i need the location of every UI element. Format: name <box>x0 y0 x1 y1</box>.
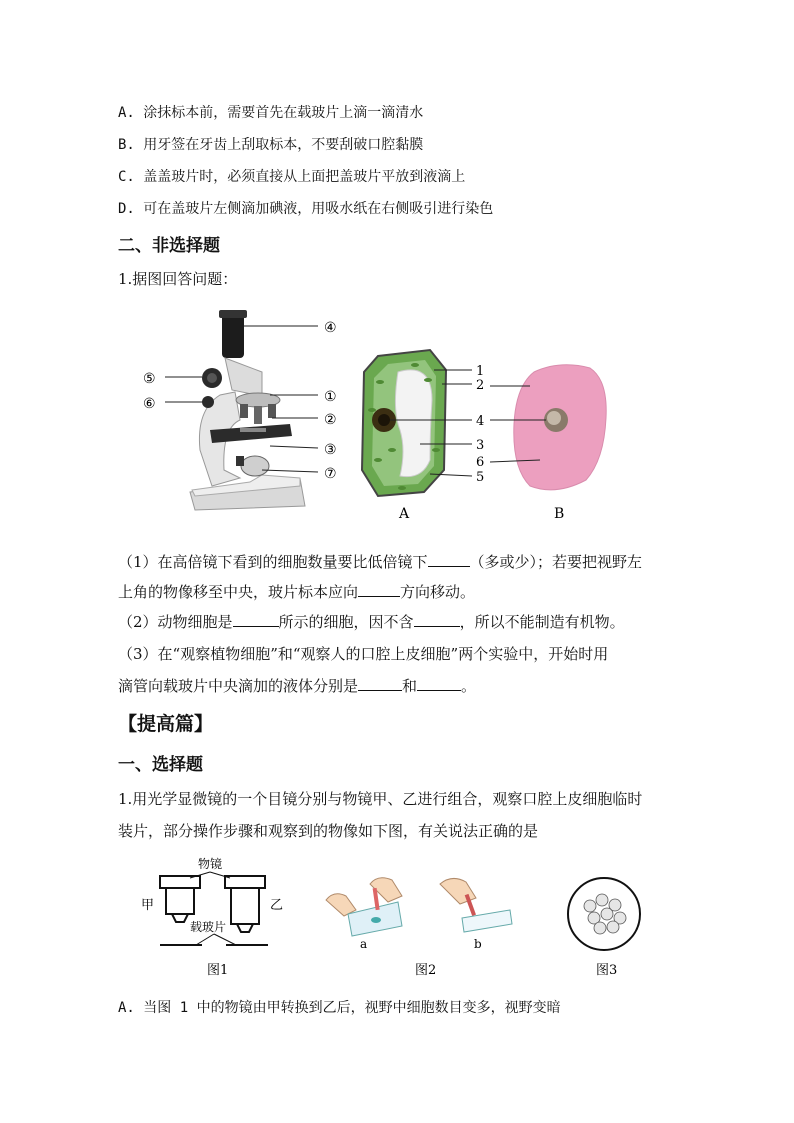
cell-label-2: 2 <box>476 378 485 393</box>
cell-label-4: 4 <box>476 414 485 429</box>
objective-lenses <box>160 872 268 945</box>
objective-label: 物镜 <box>198 857 223 871</box>
q1-sub3-text-a: 滴管向载玻片中央滴加的液体分别是 <box>118 677 359 695</box>
cell-label-5: 5 <box>476 470 485 485</box>
section-heading-nonchoice: 二、非选择题 <box>118 236 220 256</box>
yi-label: 乙 <box>270 898 284 913</box>
option-b-top: B. 用牙签在牙齿上刮取标本，不要刮破口腔黏膜 <box>118 137 424 153</box>
slide-label: 载玻片 <box>190 920 227 934</box>
cell-label-1: 1 <box>476 364 485 379</box>
section-heading-advanced: 【提高篇】 <box>118 713 214 735</box>
q1-sub1-line1 <box>118 551 642 572</box>
jia-label: 甲 <box>141 898 155 913</box>
figure-2-caption: 图2 <box>415 963 437 978</box>
answer-blank[interactable] <box>428 552 470 567</box>
q2-stem-line2: 装片，部分操作步骤和观察到的物像如下图，有关说法正确的是 <box>118 822 539 840</box>
q1-sub2 <box>118 611 625 632</box>
q1-sub1-text-c: 上角的物像移至中央，玻片标本应向 <box>118 583 359 601</box>
q1-sub2-text-c: ，所以不能制造有机物。 <box>459 613 625 631</box>
q1-sub3-line2 <box>118 675 476 696</box>
step-a-label: a <box>360 937 368 951</box>
answer-blank[interactable] <box>233 612 279 627</box>
animal-cell-b <box>490 365 606 490</box>
label-7: ⑦ <box>324 466 337 482</box>
q1-sub1-text-d: 方向移动。 <box>400 583 476 601</box>
label-5: ⑤ <box>143 371 156 387</box>
q1-sub1-line2 <box>118 581 475 602</box>
q2-stem-line1: 1.用光学显微镜的一个目镜分别与物镜甲、乙进行组合，观察口腔上皮细胞临时 <box>118 790 643 808</box>
section-heading-choice: 一、选择题 <box>118 755 203 775</box>
label-2: ② <box>324 412 337 428</box>
cell-label-6: 6 <box>476 455 485 470</box>
step-b-label: b <box>474 937 482 951</box>
plant-cell-a <box>362 350 472 496</box>
option-a-top: A. 涂抹标本前，需要首先在载玻片上滴一滴清水 <box>118 105 424 121</box>
q2-option-a: A. 当图 1 中的物镜由甲转换到乙后，视野中细胞数目变多，视野变暗 <box>118 1000 561 1016</box>
option-c-top: C. 盖盖玻片时，必须直接从上面把盖玻片平放到液滴上 <box>118 169 466 185</box>
figure-1-caption: 图1 <box>207 963 229 978</box>
q1-sub2-text-a: （2）动物细胞是 <box>118 613 233 631</box>
answer-blank[interactable] <box>414 612 460 627</box>
q1-sub3-text-b: 和 <box>402 677 418 695</box>
step-a-illustration <box>326 878 402 936</box>
figure-objectives-steps-view <box>0 850 794 985</box>
microscope-view-circle <box>568 878 640 950</box>
answer-blank[interactable] <box>358 582 400 597</box>
figure-microscope-cells <box>0 300 794 540</box>
question-1-stem: 1.据图回答问题： <box>118 270 238 288</box>
q1-sub2-text-b: 所示的细胞，因不含 <box>278 613 414 631</box>
label-6: ⑥ <box>143 396 156 412</box>
q1-sub3-text-c: 。 <box>461 677 477 695</box>
q1-sub1-text-b: （多或少）；若要把视野左 <box>469 553 643 571</box>
q1-sub1-text-a: （1）在高倍镜下看到的细胞数量要比低倍镜下 <box>118 553 428 571</box>
label-3: ③ <box>324 442 337 458</box>
answer-blank[interactable] <box>417 676 461 691</box>
cell-a-caption: A <box>399 506 410 522</box>
step-b-illustration <box>440 878 512 932</box>
figure-3-caption: 图3 <box>596 963 618 978</box>
option-d-top: D. 可在盖玻片左侧滴加碘液，用吸水纸在右侧吸引进行染色 <box>118 201 494 217</box>
cell-b-caption: B <box>554 506 565 522</box>
q1-sub3-line1: （3）在“观察植物细胞”和“观察人的口腔上皮细胞”两个实验中，开始时用 <box>118 645 609 663</box>
answer-blank[interactable] <box>358 676 402 691</box>
microscope-illustration <box>165 310 318 510</box>
cell-label-3: 3 <box>476 438 485 453</box>
label-1: ① <box>324 389 337 405</box>
label-4: ④ <box>324 320 337 336</box>
